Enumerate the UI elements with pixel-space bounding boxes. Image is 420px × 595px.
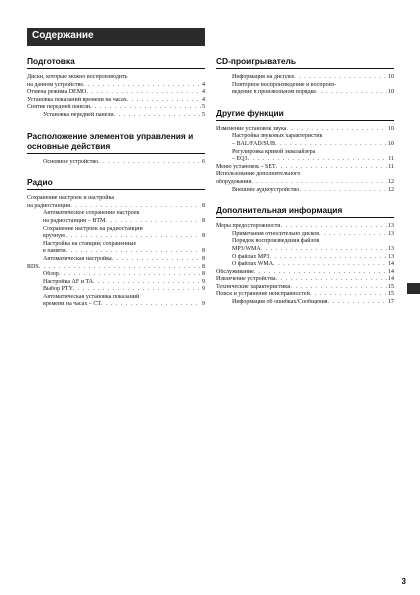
toc-entry-line: Автоматическое сохранение настроек [43,210,140,217]
toc-entry-line: Диски, которые можно воспроизводить [27,74,128,80]
section-heading: Радио [27,177,205,190]
toc-entry-label: Настройка AF и TA [43,278,93,285]
toc-entry-line: Повторное воспроизведение и воспроиз- [232,81,337,88]
toc-entry-page: 9 [202,286,205,293]
toc-entry-label: на данном устройстве [27,81,84,88]
dot-leader [254,269,387,277]
toc-entry-page: 8 [202,217,205,224]
section-heading: Дополнительная информация [216,205,394,218]
toc-entry-label: ведение в произвольном порядке [232,89,317,96]
toc-entry-page: 15 [388,291,394,298]
toc-entry-page: 6 [202,158,205,165]
toc-entry[interactable] [27,264,205,272]
dot-leader [39,264,201,272]
dot-leader [248,156,388,164]
toc-entry-line: Использование дополнительного [216,171,301,178]
toc-entry-line: Настройка на станции; сохраненные [43,240,137,247]
toc-entry-page: 12 [388,186,394,193]
toc-entry-label: Отмена режима DEMO [27,89,87,96]
toc-entry[interactable] [216,74,394,82]
toc-entry[interactable] [27,256,205,264]
dot-leader [269,254,387,262]
toc-entry-label: Информация на дисплее [232,74,295,80]
toc-entry-page: 4 [202,96,205,103]
toc-entry-page: 17 [388,299,394,306]
toc-entry[interactable] [216,149,394,164]
toc-entry-page: 10 [388,125,394,132]
toc-entry-label: MP3/WMA [232,245,261,252]
toc-entry-label: Поиск и устранение неисправностей [216,291,310,298]
toc-entry-line: Сохранение настроек и настройка [27,195,114,202]
toc-entry[interactable] [216,164,394,172]
toc-entry-page: 8 [202,202,205,209]
section-heading: Расположение элементов управления и основные действия [27,131,205,154]
dot-leader [290,284,387,292]
toc-entry-page: 13 [388,230,394,237]
toc-entry-page: 8 [202,255,205,262]
dot-leader [90,104,201,112]
toc-entry-page: 15 [388,283,394,290]
toc-entry-label: Меню установок – SET [216,163,276,170]
toc-entry[interactable] [27,74,205,89]
toc-entry[interactable] [216,254,394,262]
dot-leader [299,187,387,195]
toc-entry[interactable] [216,299,394,307]
dot-leader [319,231,387,239]
toc-entry[interactable] [216,82,394,97]
side-tab-marker [407,283,420,294]
section-heading: Подготовка [27,56,205,69]
dot-leader [114,112,201,120]
toc-entry[interactable] [27,271,205,279]
toc-entry-label: О файлах WMA [232,261,274,268]
toc-entry-page: 9 [202,301,205,308]
dot-leader [276,276,387,284]
toc-entry[interactable] [216,291,394,299]
toc-entry-line: Сохранение настроек на радиостанции [43,225,143,232]
toc-entry-label: Установка передней панели [43,111,114,118]
toc-entry-line: Настройка звуковых характеристик [232,133,323,140]
toc-entry-label: на радиостанции [27,202,71,209]
toc-entry-page: 5 [202,111,205,118]
toc-entry-label: Меры предосторожности [216,223,281,230]
toc-entry-line: Порядок воспроизведения файлов [232,238,320,245]
toc-entry-page: 10 [388,89,394,96]
toc-entry-page: 13 [388,223,394,230]
dot-leader [294,74,387,82]
contents-title: Содержание [32,30,94,41]
toc-entry-label: Внешнее аудиоустройство [232,186,300,193]
dot-leader [70,203,201,211]
toc-entry-label: Основное устройство [43,158,99,165]
toc-entry-label: Обслуживание [216,268,254,275]
toc-entry[interactable] [27,279,205,287]
toc-entry[interactable] [216,133,394,148]
toc-left-column [27,56,205,309]
dot-leader [73,286,201,294]
toc-entry-page: 8 [202,271,205,278]
toc-entry-page: 8 [202,263,205,270]
toc-entry-label: О файлах MP3 [232,253,270,260]
dot-leader [93,279,201,287]
toc-entry[interactable] [216,171,394,186]
toc-entry-page: 8 [202,248,205,255]
dot-leader [273,261,387,269]
toc-entry-label: Примечания относительно дисков [232,230,320,237]
toc-entry-page: 12 [388,178,394,185]
toc-entry-label: Автоматическая настройка [43,255,112,262]
toc-entry-label: Извлечение устройства [216,276,276,283]
toc-entry[interactable] [27,294,205,309]
toc-entry[interactable] [27,104,205,112]
toc-entry[interactable] [27,195,205,210]
toc-entry-label: Установка показаний времени на часах [27,96,127,103]
dot-leader [98,159,201,167]
toc-entry-page: 10 [388,74,394,80]
toc-entry-page: 14 [388,276,394,283]
toc-entry-line: Регулировка кривой эквалайзера [232,148,316,155]
section-heading: Другие функции [216,108,394,121]
toc-entry-label: в памяти [43,248,66,255]
dot-leader [316,89,387,97]
contents-banner [27,28,205,46]
toc-entry-label: RDS [27,263,39,270]
toc-entry-page: 11 [388,156,394,163]
toc-entry[interactable] [27,241,205,256]
dot-leader [275,141,387,149]
toc-entry[interactable] [216,269,394,277]
dot-leader [59,271,201,279]
toc-entry-page: 4 [202,81,205,88]
toc-entry-page: 8 [202,233,205,240]
toc-entry-label: Выбор PTY [43,286,73,293]
toc-entry[interactable] [27,89,205,97]
toc-entry-label: вручную [43,233,66,240]
toc-entry[interactable] [216,238,394,253]
toc-entry-page: 9 [202,278,205,285]
dot-leader [328,299,387,307]
toc-entry-label: Изменение установок звука [216,125,287,132]
toc-entry[interactable] [27,286,205,294]
toc-entry-label: Информация об ошибках/Сообщения [232,299,328,306]
toc-entry-page: 11 [388,163,394,170]
toc-entry-page: 13 [388,245,394,252]
toc-entry-label: Снятие передней панели [27,104,91,111]
dot-leader [261,246,387,254]
toc-right-column [216,56,394,307]
section-heading: CD-проигрыватель [216,56,394,69]
dot-leader [310,291,387,299]
dot-leader [251,179,387,187]
toc-entry-label: оборудования [216,178,252,185]
toc-entry[interactable] [27,159,205,167]
toc-entry[interactable] [216,187,394,195]
toc-entry-page: 5 [202,104,205,111]
toc-entry-label: Обзор [43,271,59,278]
toc-entry[interactable] [27,210,205,225]
dot-leader [281,223,387,231]
toc-entry-label: – EQ3 [232,156,248,163]
toc-entry-page: 4 [202,89,205,96]
dot-leader [65,233,201,241]
toc-entry[interactable] [216,261,394,269]
dot-leader [112,256,201,264]
toc-entry-page: 14 [388,268,394,275]
toc-entry-label: времени на часах – CT [43,301,101,308]
toc-entry-page: 14 [388,261,394,268]
toc-entry-label: – BAL/FAD/SUB [232,140,276,147]
toc-entry[interactable] [27,97,205,105]
toc-entry-page: 10 [388,140,394,147]
dot-leader [276,164,388,172]
dot-leader [83,82,201,90]
toc-entry-label: Технические характеристики [216,283,291,290]
toc-entry[interactable] [216,223,394,231]
toc-entry[interactable] [27,112,205,120]
toc-entry[interactable] [216,276,394,284]
toc-entry[interactable] [27,226,205,241]
dot-leader [105,218,201,226]
toc-entry-label: на радиостанции – BTM [43,217,106,224]
toc-entry-line: Автоматическая установка показаний [43,293,140,300]
toc-entry-page: 13 [388,253,394,260]
dot-leader [86,89,201,97]
dot-leader [66,248,201,256]
page-number: 3 [401,577,406,586]
toc-entry[interactable] [216,284,394,292]
dot-leader [127,97,201,105]
dot-leader [101,301,201,309]
